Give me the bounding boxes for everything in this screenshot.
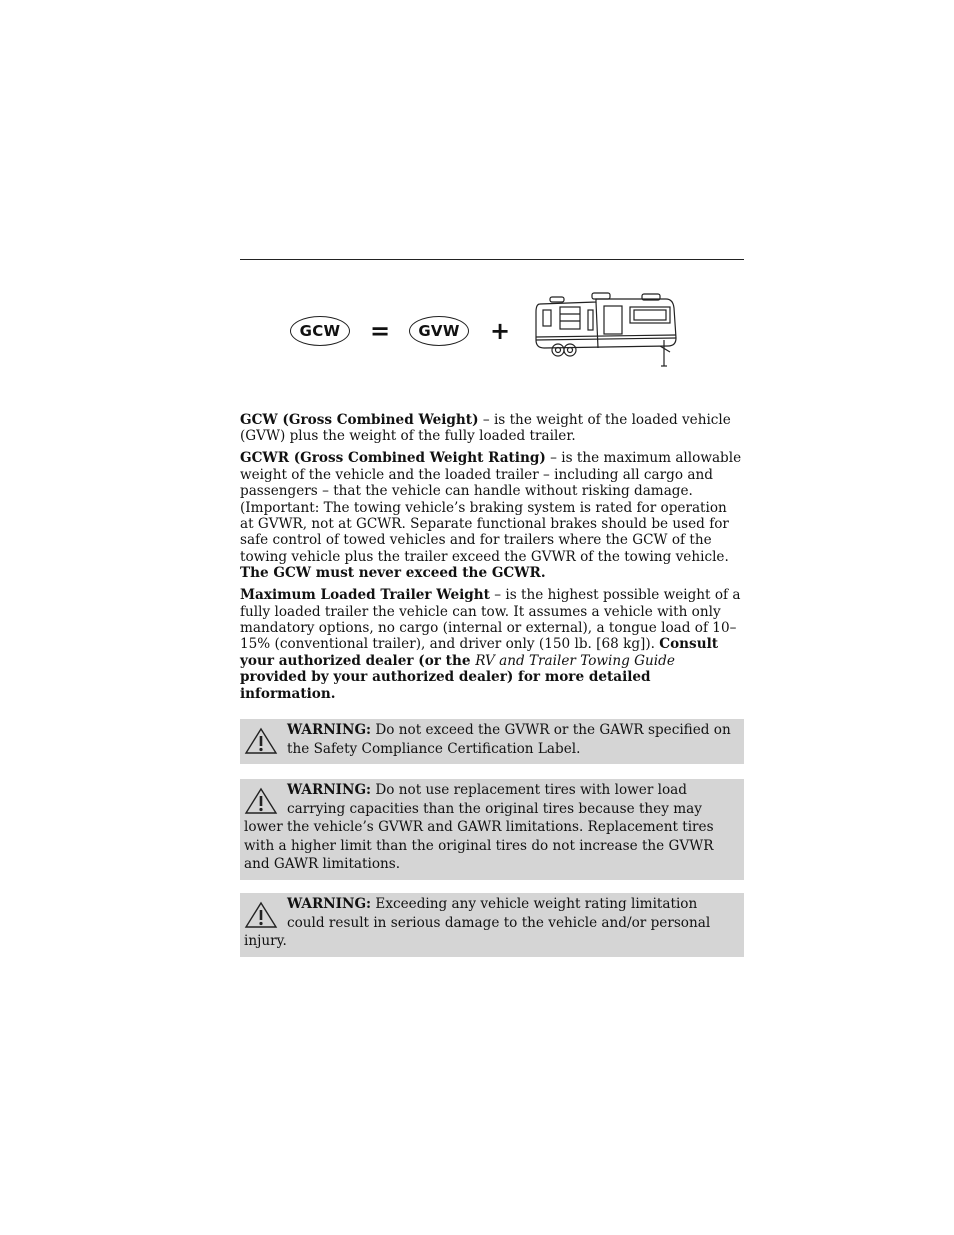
weight-equation-diagram (288, 290, 688, 370)
gcwr-emphasis: The GCW must never exceed the GCWR. (240, 565, 546, 582)
mltw-consult-end: provided by your authorized dealer) for more detailed information. (240, 669, 651, 702)
gcw-definition (240, 412, 744, 445)
towing-guide-title: RV and Trailer Towing Guide (475, 652, 675, 669)
mltw-definition (240, 587, 744, 702)
warning-triangle-icon (244, 727, 278, 755)
mltw-term: Maximum Loaded Trailer Weight (240, 587, 490, 604)
warning-box-tires (240, 779, 744, 880)
warning-label: WARNING: (287, 722, 372, 738)
warning-triangle-icon (244, 787, 278, 815)
gcwr-definition (240, 450, 744, 581)
gvw-oval: GVW (409, 316, 469, 346)
warning-text: Do not exceed the GVWR or the GAWR specified on the Safety Compliance Certification Label. (287, 722, 731, 757)
mltw-text: – is the highest possible weight of a fully loaded trailer the vehicle can tow. It assumes a vehicle with only mandatory options, no cargo (internal or external), a tongue load of 10–15% (conventional trailer), and driver only (150 lb. [68 kg]). (240, 587, 741, 653)
plus-sign: + (490, 317, 511, 345)
weight-definitions (240, 412, 744, 708)
header-rule (240, 259, 744, 260)
mltw-consult: Consult your authorized dealer (or the (240, 636, 719, 669)
warning-label: WARNING: (287, 896, 372, 912)
gcwr-text: – is the maximum allowable weight of the vehicle and the loaded trailer – including all cargo and passengers – that the vehicle can handle without risking damage. (Important: The towing vehicle’s braking system is rated for operation at GVWR, not at GCWR. Separate functional brakes should be used for safe control of towed vehicles and for trailers where the GCW of the towing vehicle plus the trailer exceed the GVWR of the towing vehicle. (240, 450, 742, 565)
equals-sign: = (370, 317, 391, 345)
gcw-text: – is the weight of the loaded vehicle (GVW) plus the weight of the fully loaded trailer. (240, 412, 731, 445)
warning-triangle-icon (244, 901, 278, 929)
warning-text: Do not use replacement tires with lower load carrying capacities than the original tires because they may lower the vehicle’s GVWR and GAWR limitations. Replacement tires with a higher limit than the original tires do not increase the GVWR and GAWR limitations. (244, 782, 714, 873)
gcw-oval: GCW (290, 316, 350, 346)
warning-box-gvwr (240, 719, 744, 764)
travel-trailer-icon (530, 290, 680, 370)
gcw-term: GCW (Gross Combined Weight) (240, 412, 479, 428)
gcwr-term: GCWR (Gross Combined Weight Rating) (240, 450, 546, 467)
warning-box-rating-limit (240, 893, 744, 957)
warning-label: WARNING: (287, 782, 372, 798)
warning-text: Exceeding any vehicle weight rating limitation could result in serious damage to the vehicle and/or personal injury. (244, 896, 711, 950)
